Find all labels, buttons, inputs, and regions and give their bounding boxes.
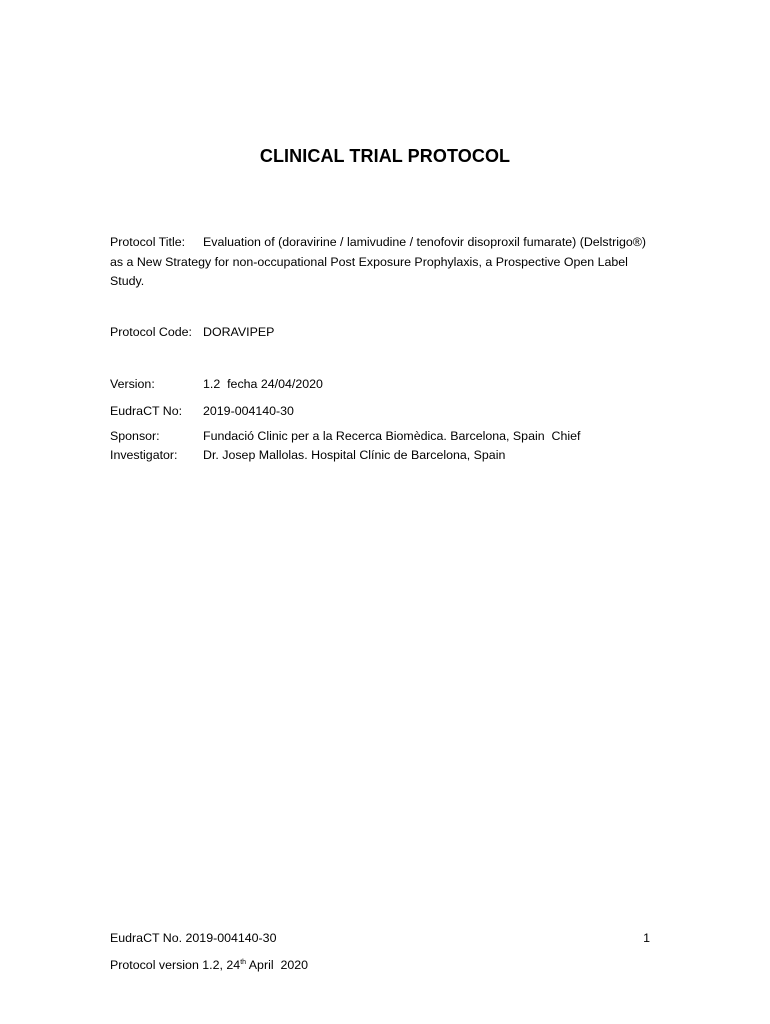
- version-value: 1.2 fecha 24/04/2020: [203, 377, 323, 391]
- protocol-code-value: DORAVIPEP: [203, 325, 275, 339]
- protocol-title-block: [110, 233, 650, 292]
- investigator-row: [110, 446, 505, 466]
- page-title: CLINICAL TRIAL PROTOCOL: [259, 146, 511, 166]
- footer-version-sup: th: [240, 959, 247, 966]
- eudract-row: [110, 402, 294, 422]
- investigator-label: Investigator:: [110, 448, 178, 462]
- eudract-label: EudraCT No:: [110, 404, 183, 418]
- sponsor-label: Sponsor:: [110, 429, 160, 443]
- page-number: 1: [643, 931, 650, 945]
- footer-version-prefix: Protocol version 1.2, 24: [110, 958, 241, 972]
- footer-version: [110, 956, 308, 974]
- protocol-title-label: Protocol Title:: [110, 235, 186, 249]
- sponsor-row: [110, 427, 580, 447]
- protocol-code-label: Protocol Code:: [110, 325, 192, 339]
- protocol-code-row: [110, 323, 274, 343]
- version-row: [110, 375, 323, 395]
- footer-version-suffix: April 2020: [246, 958, 309, 972]
- version-label: Version:: [110, 377, 155, 391]
- sponsor-value: Fundació Clinic per a la Recerca Biomèdica. Barcelona, Spain Chief: [203, 429, 581, 443]
- protocol-title-value: Evaluation of (doravirine / lamivudine / tenofovir disoproxil fumarate) (Delstrigo®) as a New Strategy for non-occupational Post Exposure Prophylaxis, a Prospective Open Label Study.: [110, 235, 646, 288]
- footer-eudract: EudraCT No. 2019-004140-30: [110, 931, 277, 945]
- eudract-value: 2019-004140-30: [203, 404, 294, 418]
- investigator-value: Dr. Josep Mallolas. Hospital Clínic de Barcelona, Spain: [203, 448, 506, 462]
